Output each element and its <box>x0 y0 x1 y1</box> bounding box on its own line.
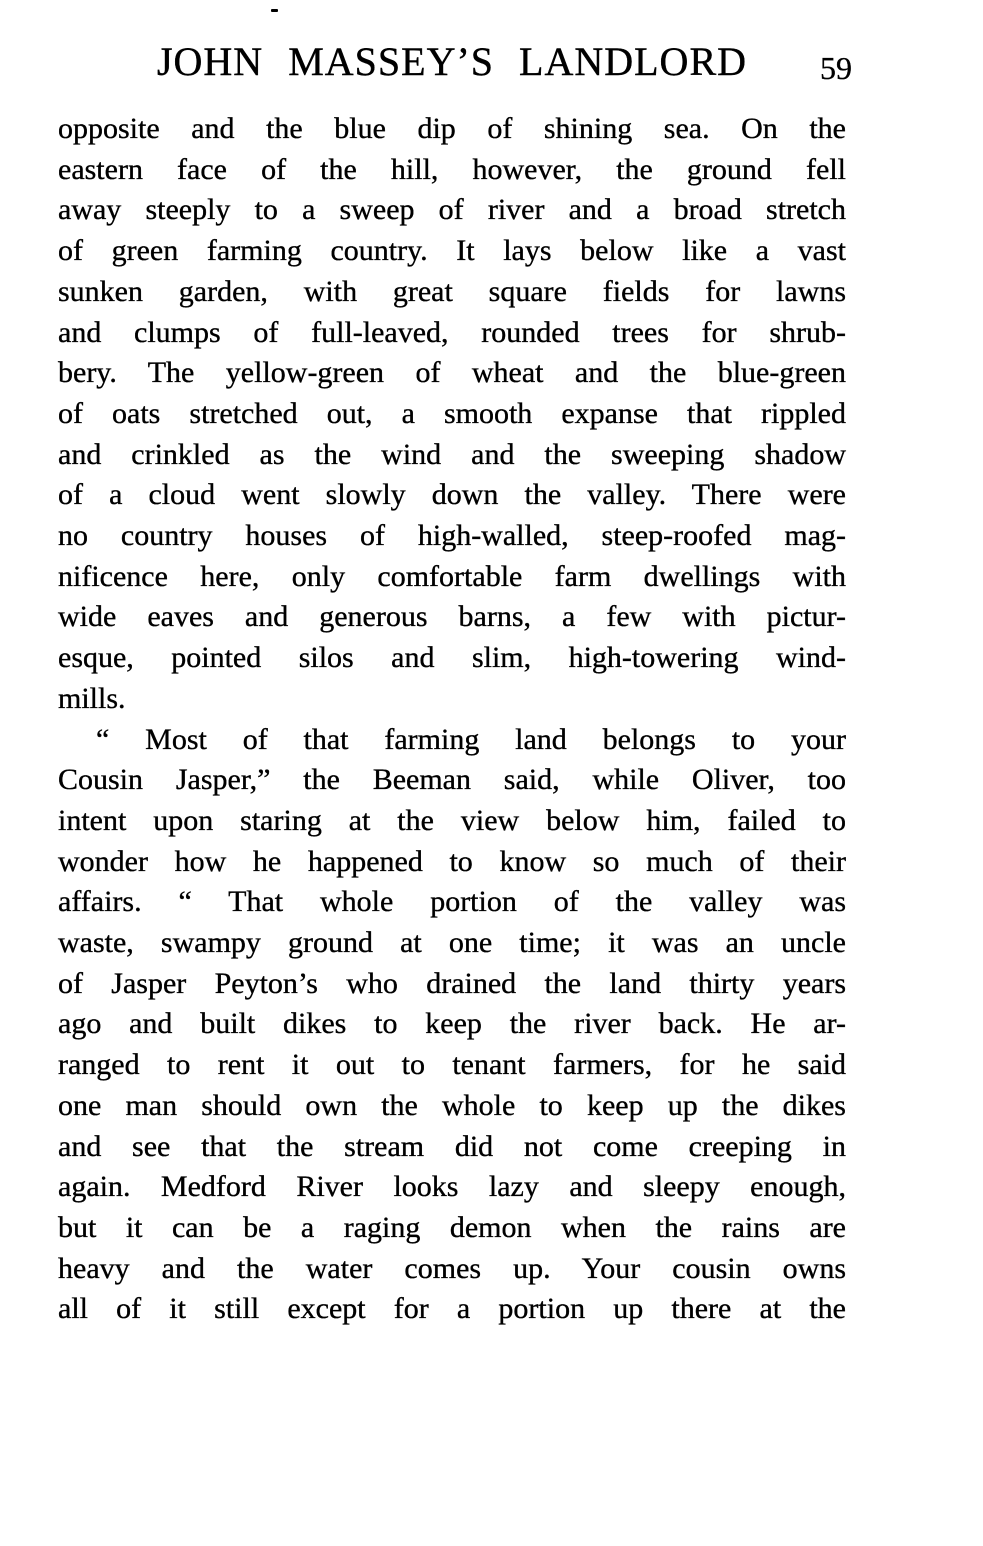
page-number: 59 <box>820 50 852 86</box>
text-line: no country houses of high-walled, steep-roofed mag- <box>58 519 846 553</box>
paragraph <box>58 720 846 1331</box>
running-title: JOHN MASSEY’S LANDLORD <box>156 39 748 84</box>
text-line: ago and built dikes to keep the river back. He ar- <box>58 1007 846 1041</box>
text-line: and see that the stream did not come creeping in <box>58 1129 846 1163</box>
text-line: opposite and the blue dip of shining sea. On the <box>58 112 846 145</box>
text-line: intent upon staring at the view below him, failed to <box>58 803 846 837</box>
text-line: eastern face of the hill, however, the ground fell <box>58 152 846 186</box>
text-line: sunken garden, with great square fields for lawns <box>58 274 846 308</box>
text-line: and crinkled as the wind and the sweeping shadow <box>58 437 846 471</box>
text-line: away steeply to a sweep of river and a broad stretch <box>58 193 846 227</box>
page-header <box>58 39 852 86</box>
text-line: of a cloud went slowly down the valley. There were <box>58 478 846 512</box>
text-line: bery. The yellow-green of wheat and the blue-green <box>58 356 846 390</box>
text-line: one man should own the whole to keep up the dikes <box>58 1088 846 1122</box>
text-line: and clumps of full-leaved, rounded trees for shrub- <box>58 315 846 349</box>
text-line: but it can be a raging demon when the rains are <box>58 1210 846 1244</box>
text-line: wide eaves and generous barns, a few with pictur- <box>58 600 846 634</box>
paragraph <box>58 109 846 720</box>
text-line: nificence here, only comfortable farm dwellings with <box>58 559 846 593</box>
text-line: waste, swampy ground at one time; it was an uncle <box>58 926 846 960</box>
text-line: “ Most of that farming land belongs to your <box>96 722 846 756</box>
text-line: of Jasper Peyton’s who drained the land thirty years <box>58 966 846 1000</box>
text-line: affairs. “ That whole portion of the valley was <box>58 885 846 919</box>
scan-artifact-dot <box>271 9 278 12</box>
text-line: all of it still except for a portion up there at the <box>58 1292 846 1326</box>
body-text <box>58 109 846 1330</box>
text-line: again. Medford River looks lazy and sleepy enough, <box>58 1170 846 1204</box>
text-line: heavy and the water comes up. Your cousin owns <box>58 1251 846 1285</box>
text-line: Cousin Jasper,” the Beeman said, while Oliver, too <box>58 763 846 797</box>
text-line: mills. <box>58 681 126 715</box>
text-line: of green farming country. It lays below like a vast <box>58 234 846 268</box>
text-line: of oats stretched out, a smooth expanse that rippled <box>58 396 846 430</box>
text-line: esque, pointed silos and slim, high-towering wind- <box>58 641 846 675</box>
text-line: ranged to rent it out to tenant farmers, for he said <box>58 1048 846 1082</box>
text-line: wonder how he happened to know so much of their <box>58 844 846 878</box>
